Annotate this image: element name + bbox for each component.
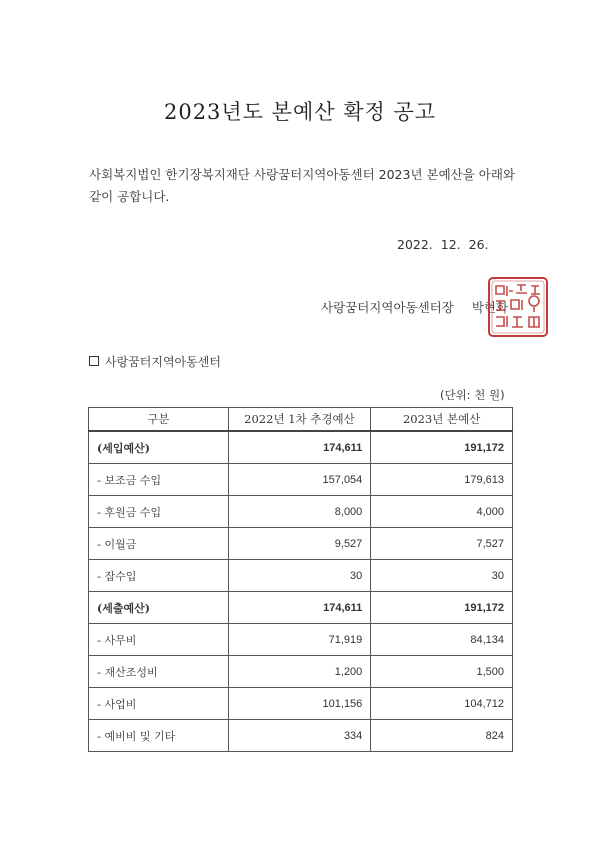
- cell-2022-supplementary: 9,527: [228, 528, 371, 560]
- table-row: [89, 464, 513, 496]
- cell-2023-main: 191,172: [371, 592, 513, 624]
- table-row: [89, 431, 513, 464]
- signer-title: 사랑꿈터지역아동센터장: [321, 300, 454, 315]
- table-row: [89, 592, 513, 624]
- section-heading: [89, 353, 221, 370]
- announcement-date: 2022. 12. 26.: [397, 237, 489, 252]
- section-heading-label: 사랑꿈터지역아동센터: [105, 355, 221, 369]
- cell-2023-main: 179,613: [371, 464, 513, 496]
- page-title: 2023년도 본예산 확정 공고: [163, 100, 437, 124]
- unit-label: (단위: 천 원): [440, 388, 505, 402]
- column-header: 2022년 1차 추경예산: [228, 408, 371, 432]
- cell-2022-supplementary: 30: [228, 560, 371, 592]
- cell-2022-supplementary: 174,611: [228, 592, 371, 624]
- cell-2022-supplementary: 334: [228, 720, 371, 752]
- row-label: - 사업비: [89, 688, 229, 720]
- table-row: [89, 624, 513, 656]
- cell-2022-supplementary: 1,200: [228, 656, 371, 688]
- square-bullet-icon: [89, 356, 99, 366]
- cell-2022-supplementary: 71,919: [228, 624, 371, 656]
- table-row: [89, 496, 513, 528]
- cell-2023-main: 84,134: [371, 624, 513, 656]
- row-label: - 이월금: [89, 528, 229, 560]
- cell-2023-main: 7,527: [371, 528, 513, 560]
- table-row: [89, 688, 513, 720]
- table-row: [89, 560, 513, 592]
- table-row: [89, 720, 513, 752]
- row-label: - 후원금 수입: [89, 496, 229, 528]
- row-label: - 사무비: [89, 624, 229, 656]
- row-label: (세입예산): [89, 431, 229, 464]
- cell-2022-supplementary: 157,054: [228, 464, 371, 496]
- column-header: 2023년 본예산: [371, 408, 513, 432]
- cell-2022-supplementary: 101,156: [228, 688, 371, 720]
- cell-2023-main: 104,712: [371, 688, 513, 720]
- announcement-text: 사회복지법인 한기장복지재단 사랑꿈터지역아동센터 2023년 본예산을 아래와 같이 공합니다.: [89, 167, 516, 204]
- row-label: (세출예산): [89, 592, 229, 624]
- cell-2023-main: 824: [371, 720, 513, 752]
- official-seal-stamp: [487, 276, 549, 338]
- table-row: [89, 656, 513, 688]
- row-label: - 보조금 수입: [89, 464, 229, 496]
- budget-table: [88, 407, 513, 752]
- cell-2023-main: 30: [371, 560, 513, 592]
- row-label: - 예비비 및 기타: [89, 720, 229, 752]
- table-row: [89, 528, 513, 560]
- row-label: - 잡수입: [89, 560, 229, 592]
- row-label: - 재산조성비: [89, 656, 229, 688]
- cell-2023-main: 191,172: [371, 431, 513, 464]
- cell-2022-supplementary: 8,000: [228, 496, 371, 528]
- signer-name: 박현화: [471, 300, 509, 315]
- cell-2023-main: 1,500: [371, 656, 513, 688]
- cell-2023-main: 4,000: [371, 496, 513, 528]
- cell-2022-supplementary: 174,611: [228, 431, 371, 464]
- column-header: 구분: [89, 408, 229, 432]
- table-header-row: [89, 408, 513, 432]
- signer-block: [321, 298, 508, 316]
